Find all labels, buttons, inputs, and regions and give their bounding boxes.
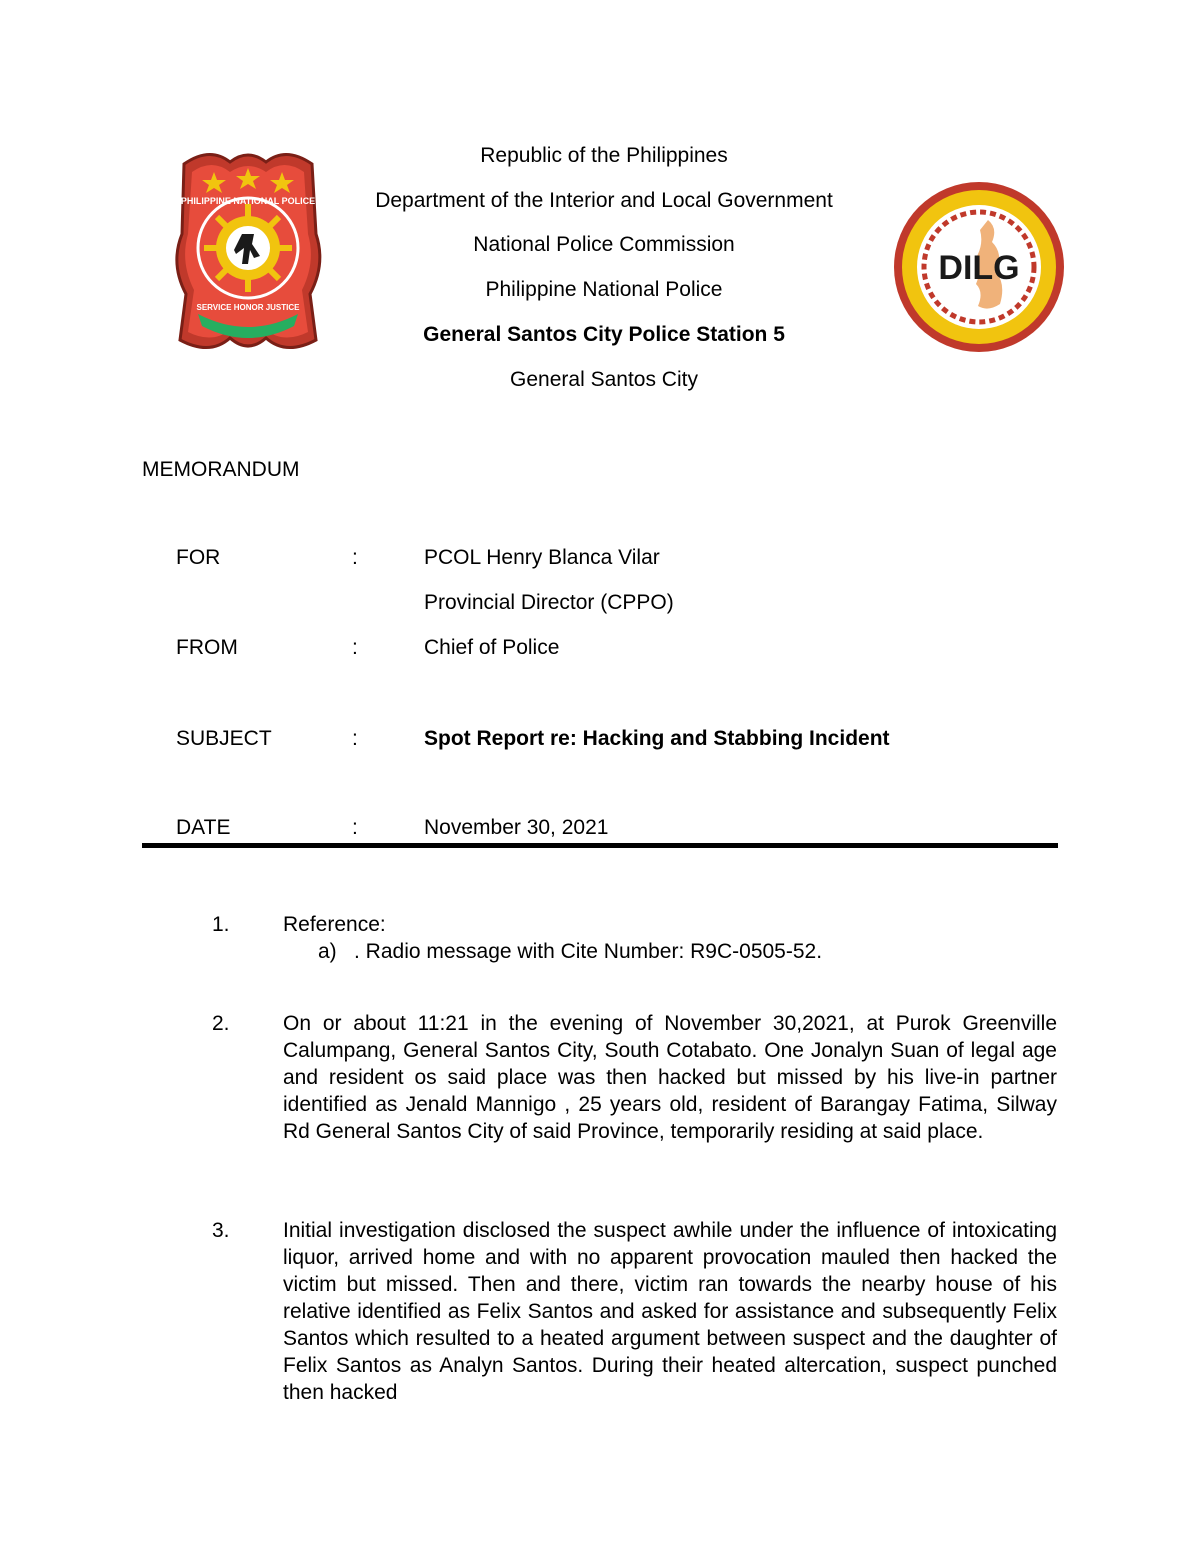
- header-line-dilg: Department of the Interior and Local Government: [375, 189, 833, 212]
- header-line-napolcom: National Police Commission: [473, 233, 735, 256]
- item-1a: [318, 938, 822, 965]
- dilg-seal-text: DILG: [938, 249, 1020, 287]
- from-colon: :: [352, 636, 358, 659]
- header-line-republic: Republic of the Philippines: [480, 144, 728, 167]
- for-colon: :: [352, 546, 358, 569]
- header-line-station: General Santos City Police Station 5: [423, 323, 785, 346]
- date-colon: :: [352, 816, 358, 839]
- header-divider: [142, 843, 1058, 848]
- item-1a-letter: a): [318, 940, 337, 963]
- subject-value: Spot Report re: Hacking and Stabbing Incident: [424, 727, 890, 750]
- date-value: November 30, 2021: [424, 816, 609, 839]
- pnp-seal-bottom-text: SERVICE HONOR JUSTICE: [196, 303, 300, 312]
- item-2-text: On or about 11:21 in the evening of November 30,2021, at Purok Greenville Calumpang, General Santos City, South Cotabato. One Jonalyn Suan of legal age and resident os said place was then hacked but missed by his live-in partner identified as Jenald Mannigo , 25 years old, resident of Barangay Fatima, Silway Rd General Santos City of said Province, temporarily residing at said place.: [283, 1012, 1057, 1143]
- for-label: FOR: [176, 546, 221, 569]
- memo-title: MEMORANDUM: [142, 458, 300, 481]
- item-2-number: 2.: [212, 1012, 230, 1035]
- from-value: Chief of Police: [424, 636, 560, 659]
- from-label: FROM: [176, 636, 238, 659]
- for-value-name: PCOL Henry Blanca Vilar: [424, 546, 660, 569]
- pnp-seal-graphic: [170, 144, 326, 354]
- item-3-number: 3.: [212, 1219, 230, 1242]
- date-label: DATE: [176, 816, 231, 839]
- header-line-pnp: Philippine National Police: [485, 278, 723, 301]
- subject-colon: :: [352, 727, 358, 750]
- dilg-seal: [892, 180, 1066, 354]
- subject-label: SUBJECT: [176, 727, 272, 750]
- item-1a-text: . Radio message with Cite Number: R9C-0505-52.: [354, 940, 823, 963]
- item-1-number: 1.: [212, 913, 230, 936]
- pnp-seal: [170, 144, 326, 354]
- header-line-city: General Santos City: [510, 368, 698, 391]
- item-3-text: Initial investigation disclosed the suspect awhile under the influence of intoxicating liquor, arrived home and with no apparent provocation mauled then hacked the victim but missed. Then and there, victim ran towards the nearby house of his relative identified as Felix Santos and asked for assistance and subsequently Felix Santos which resulted to a heated argument between suspect and the daughter of Felix Santos as Analyn Santos. During their heated altercation, suspect punched then hacked: [283, 1219, 1057, 1404]
- item-1-text: Reference:: [283, 913, 386, 936]
- pnp-seal-top-text: PHILIPPINE NATIONAL POLICE: [180, 196, 316, 206]
- for-value-title: Provincial Director (CPPO): [424, 591, 674, 614]
- dilg-seal-graphic: [892, 180, 1066, 354]
